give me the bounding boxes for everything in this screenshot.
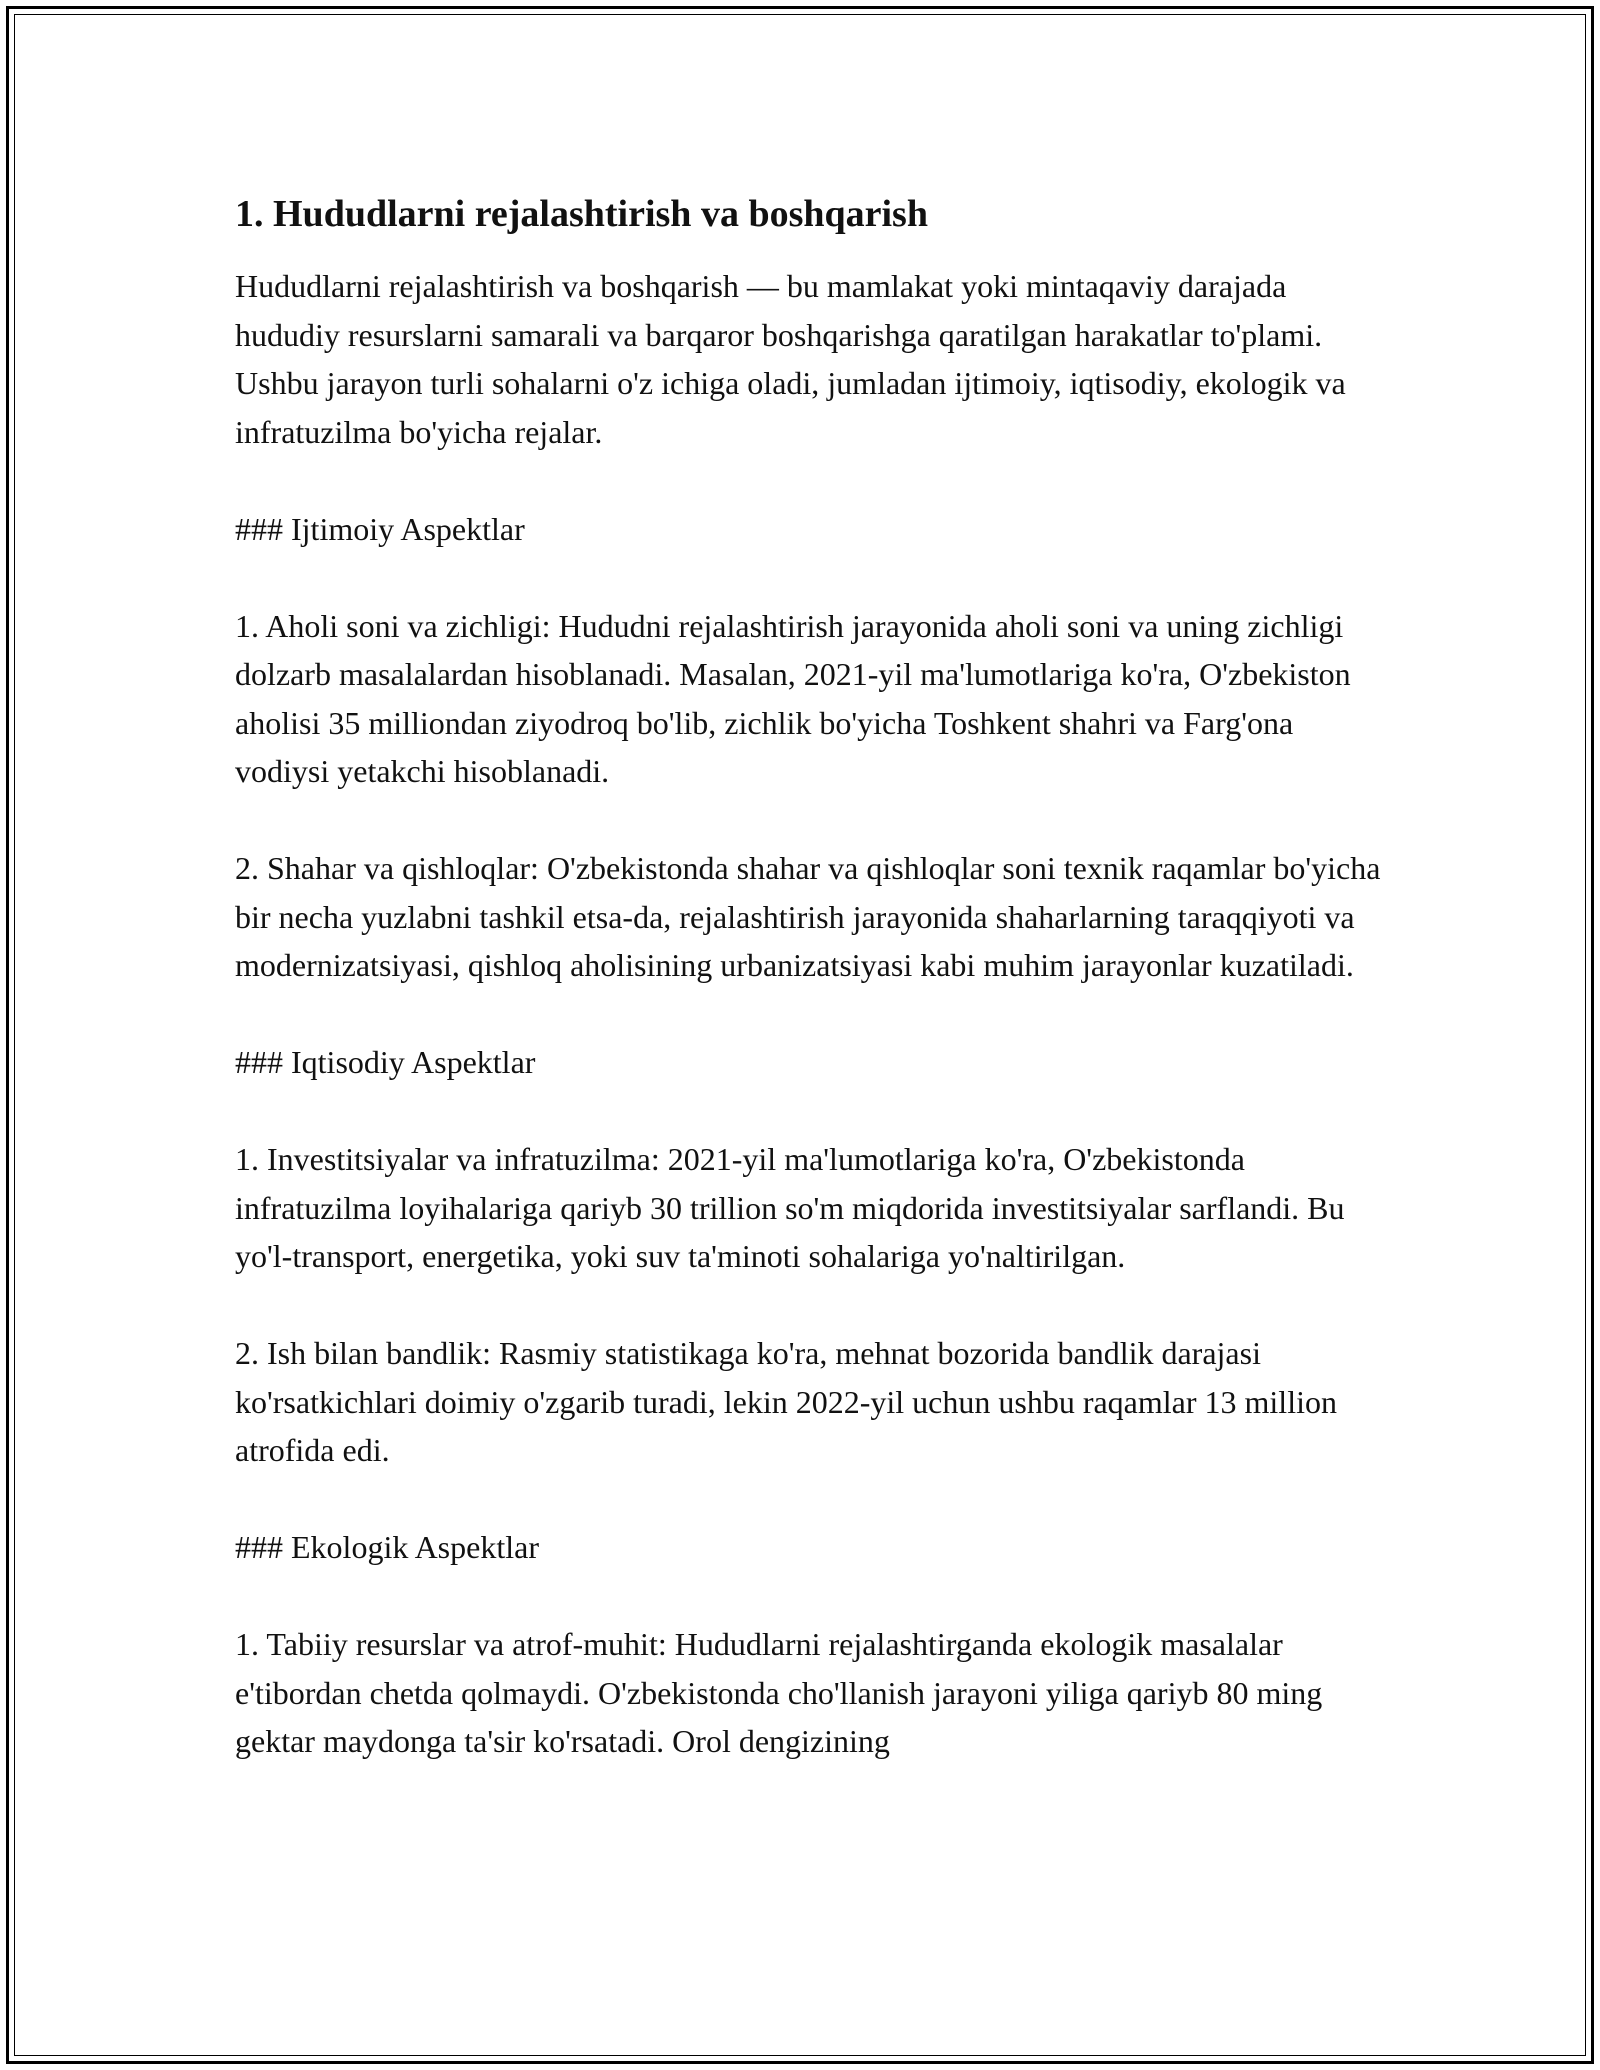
economic-item-employment: 2. Ish bilan bandlik: Rasmiy statistikaga ko'ra, mehnat bozorida bandlik darajasi ko'rsatkichlari doimiy o'zgarib turadi, lekin 2022-yil uchun ushbu raqamlar 13 million atrofida edi.	[235, 1335, 1337, 1468]
economic-item-investments: 1. Investitsiyalar va infratuzilma: 2021-yil ma'lumotlariga ko'ra, O'zbekistonda infratuzilma loyihalariga qariyb 30 trillion so'm miqdorida investitsiyalar sarflandi. Bu yo'l-transport, energetika, yoki suv ta'minoti sohalariga yo'naltirilgan.	[235, 1141, 1345, 1274]
section-heading-ecological: ### Ekologik Aspektlar	[235, 1529, 539, 1565]
document-title: 1. Hududlarni rejalashtirish va boshqarish	[235, 193, 928, 235]
document-body	[235, 188, 1385, 1766]
section-heading-social: ### Ijtimoiy Aspektlar	[235, 510, 525, 547]
ecological-item-resources: 1. Tabiiy resurslar va atrof-muhit: Hududlarni rejalashtirganda ekologik masalalar e'tibordan chetda qolmaydi. O'zbekistonda cho'llanish jarayoni yiliga qariyb 80 ming gektar maydonga ta'sir ko'rsatadi. Orol dengizining	[235, 1626, 1323, 1759]
section-heading-economic: ### Iqtisodiy Aspektlar	[235, 1044, 536, 1080]
social-item-population: 1. Aholi soni va zichligi: Hududni rejalashtirish jarayonida aholi soni va uning zichligi dolzarb masalalardan hisoblanadi. Masalan, 2021-yil ma'lumotlariga ko'ra, O'zbekiston aholisi 35 milliondan ziyodroq bo'lib, zichlik bo'yicha Toshkent shahri va Farg'ona vodiysi yetakchi hisoblanadi.	[235, 607, 1351, 789]
intro-paragraph: Hududlarni rejalashtirish va boshqarish — bu mamlakat yoki mintaqaviy darajada hududiy resurslarni samarali va barqaror boshqarishga qaratilgan harakatlar to'plami. Ushbu jarayon turli sohalarni o'z ichiga oladi, jumladan ijtimoiy, iqtisodiy, ekologik va infratuzilma bo'yicha rejalar.	[235, 268, 1346, 450]
social-item-cities-villages: 2. Shahar va qishloqlar: O'zbekistonda shahar va qishloqlar soni texnik raqamlar bo'yicha bir necha yuzlabni tashkil etsa-da, rejalashtirish jarayonida shaharlarning taraqqiyoti va modernizatsiyasi, qishloq aholisining urbanizatsiyasi kabi muhim jarayonlar kuzatiladi.	[235, 850, 1381, 983]
